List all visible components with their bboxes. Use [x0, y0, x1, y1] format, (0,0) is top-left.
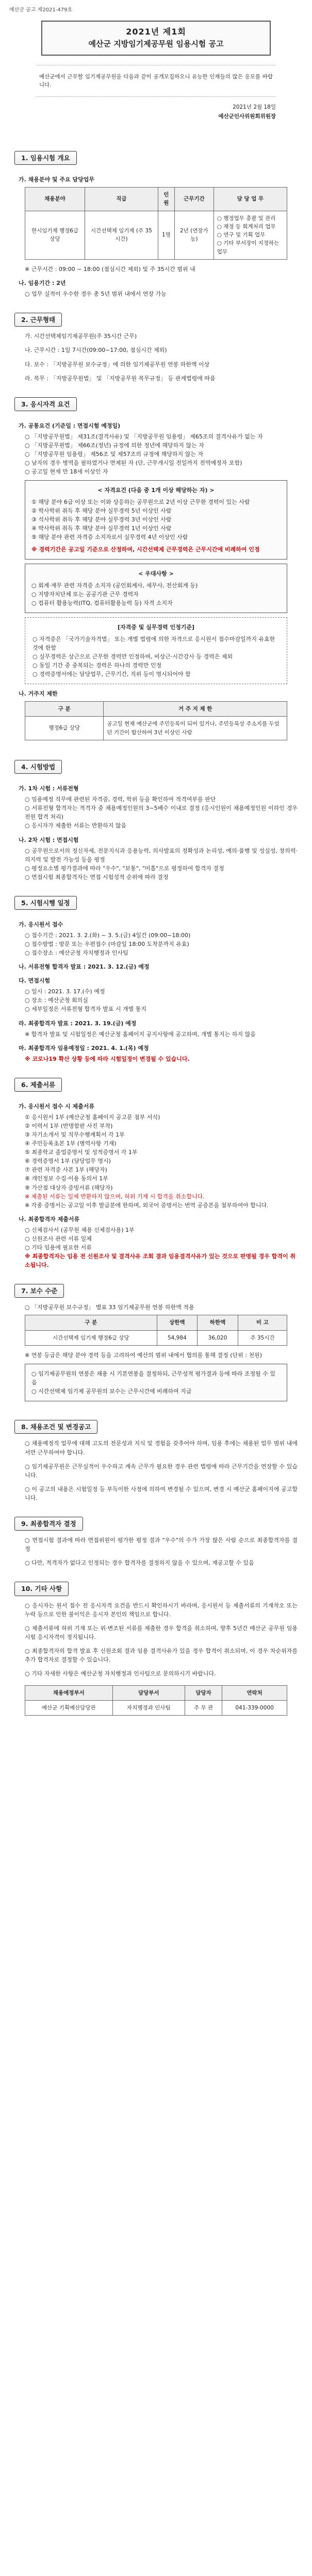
table-cell: 한시임기제 행정6급 상당: [25, 211, 85, 259]
list-item: ○ 실무경력은 상근으로 근무한 경력만 인정하며, 비상근·시간강사 등 경력은 제외: [32, 653, 233, 660]
section-title: 8. 채용조건 및 변경공고: [14, 1420, 97, 1434]
table-cell: 1명: [158, 211, 174, 259]
list-item: ○ 회계·재무 관련 자격증 소지자 (공인회계사, 세무사, 전산회계 등): [31, 582, 198, 589]
subheading: 다. 면접시험: [19, 977, 51, 985]
list-item: ○ 공무원으로서의 정신자세, 전문지식과 응용능력, 의사발표의 정확성과 논리성, 예의·품행 및 성실성, 창의력·의지력 및 발전 가능성 등을 평정: [25, 847, 298, 863]
text-line: ○ 업무 실적이 우수한 경우 총 5년 범위 내에서 연장 가능: [25, 290, 167, 297]
list-item: ○ 남자의 경우 병역을 필하였거나 면제된 자 (단, 근무개시일 전일까지 전역예정자 포함): [25, 460, 242, 467]
list-item: ○ 면접시험 결과에 따라 면접위원이 평가한 평정 결과 "우수"의 수가 가장 많은 사람 순으로 최종합격자를 결정: [25, 1537, 298, 1553]
table-cell: 주 35시간: [238, 1330, 287, 1345]
subheading: 나. 거주지 제한: [19, 690, 58, 698]
section-schedule: [14, 882, 298, 1063]
text-line: ○ 「지방공무원 보수규정」 별표 33 임기제공무원 연봉 하한액 적용: [25, 1304, 194, 1311]
table-header: 구 분: [25, 702, 104, 717]
list-item: ○ 신원조사 관련 서류 일체: [25, 1235, 92, 1242]
section-overview: [14, 137, 298, 298]
section-title: 10. 기타 사항: [14, 1582, 69, 1596]
list-item: ② 학사학위 취득 후 해당 분야 실무경력 5년 이상인 사람: [31, 507, 172, 515]
table-cell: 36,020: [198, 1330, 238, 1345]
section-title: 2. 근무형태: [14, 313, 62, 327]
list-item: ① 응시원서 1부 (예산군청 홈페이지 공고문 첨부 서식): [25, 1114, 160, 1121]
list-item: ○ 세부일정은 서류전형 합격자 발표 시 개별 통지: [25, 1006, 146, 1013]
text-line: 라. 복무 : 「지방공무원법」 및 「지방공무원 복무규정」 등 관계법령에 따름: [25, 375, 216, 382]
list-item: ⑤ 해당 분야 관련 자격증 소지자로서 실무경력 4년 이상인 사람: [31, 534, 188, 541]
table-header: 상한액: [157, 1315, 198, 1330]
section-title: 1. 임용시험 개요: [14, 151, 77, 165]
subheading: 나. 서류전형 합격자 발표 : 2021. 3. 12.(금) 예정: [19, 963, 150, 971]
list-item: ○ 컴퓨터 활용능력(ITQ, 컴퓨터활용능력 등) 자격 소지자: [31, 599, 173, 606]
footnote: ※ 제출된 서류는 일체 반환하지 않으며, 허위 기재 시 합격을 취소합니다.: [25, 1193, 205, 1200]
table-cell: 54,984: [157, 1330, 198, 1345]
table-header: 구 분: [25, 1315, 157, 1330]
warning-text: ※ 최종합격자는 임용 전 신원조사 및 결격사유 조회 결과 임용결격사유가 있는 것으로 판명될 경우 합격이 취소됩니다.: [25, 1252, 296, 1268]
list-item: ○ 「지방공무원법」 제31조(결격사유) 및 「지방공무원 임용령」 제65조의 결격사유가 없는 자: [25, 433, 263, 440]
table-header: 채용분야: [25, 188, 85, 211]
subheading: 나. 임용기간 : 2년: [19, 279, 66, 286]
list-item: ○ 지방자치단체 또는 공공기관 근무 경력자: [31, 590, 139, 598]
list-item: ○ 다만, 적격자가 없다고 인정되는 경우 합격자를 결정하지 않을 수 있으며, 재공고할 수 있음: [25, 1560, 254, 1567]
subheading: 마. 최종합격자 임용예정일 : 2021. 4. 1.(목) 예정: [19, 1044, 149, 1052]
criteria-box: [25, 617, 287, 684]
list-item: ⑦ 관련 자격증 사본 1부 (해당자): [25, 1166, 107, 1174]
salary-note-box: [25, 1364, 287, 1401]
list-item: ○ 응시자가 제출한 서류는 반환하지 않음: [25, 822, 127, 829]
table-header: 직급: [85, 188, 158, 211]
box-title: < 우대사항 >: [138, 570, 174, 577]
subheading: 가. 공통요건 (기준일 : 면접시험 예정일): [19, 422, 121, 429]
table-header: 연락처: [222, 1685, 287, 1700]
list-item: ○ 접수기간 : 2021. 3. 2.(화) ~ 3. 5.(금) 4일간 (09:00~18:00): [25, 932, 191, 939]
list-item: ○ 일시 : 2021. 3. 17.(수) 예정: [25, 988, 105, 995]
list-item: ○ 응시자는 원서 접수 전 응시자격 요건을 반드시 확인하시기 바라며, 응시원서 등 제출서류의 기재착오 또는 누락 등으로 인한 불이익은 응시자 본인의 책임으로 합니다.: [25, 1602, 298, 1618]
salary-table: [25, 1315, 287, 1346]
list-item: ○ 「지방공무원법」 제66조(정년) 규정에 의한 정년에 해당하지 않는 자: [25, 442, 204, 449]
table-cell-duties: ○ 행정업무 총괄 및 관리 ○ 재정 등 회계처리 업무 ○ 연구 및 기획 업무 ○ 기타 부서장이 지정하는 업무: [214, 211, 287, 259]
section-eligibility: [14, 383, 298, 740]
text-line: 다. 보수 : 「지방공무원 보수규정」에 의한 임기제공무원 연봉 하한액 이상: [25, 361, 210, 368]
section-conditions: [14, 1405, 298, 1502]
table-cell: 041-339-0000: [222, 1701, 287, 1716]
list-item: ③ 자기소개서 및 직무수행계획서 각 1부: [25, 1131, 125, 1139]
subheading: 나. 최종합격자 제출서류: [19, 1215, 80, 1223]
list-item: ○ 임용예정 직무에 관련된 자격증, 경력, 학위 등을 확인하여 적격여부를 판단: [25, 796, 216, 803]
position-table: [25, 187, 287, 260]
list-item: ○ 「지방공무원 임용령」 제56조 및 제57조의 규정에 해당하지 않는 자: [25, 451, 204, 458]
text-line: 가. 시간선택제임기제공무원(주 35시간 근무): [25, 333, 137, 340]
list-item: ○ 기타 임용에 필요한 서류: [25, 1244, 92, 1251]
table-cell: 2년 (연장가능): [174, 211, 214, 259]
list-item: ④ 주민등록초본 1부 (병역사항 기재): [25, 1140, 117, 1147]
schedule-warning: ※ 코로나19 확산 상황 등에 따라 시험일정이 변경될 수 있습니다.: [25, 1055, 190, 1062]
text-line: 나. 근무시간 : 1일 7시간(09:00~17:00, 점심시간 제외): [25, 347, 167, 354]
section-title: 5. 시험시행 일정: [14, 896, 77, 910]
list-item: ○ 기타 자세한 사항은 예산군청 자치행정과 인사팀으로 문의하시기 바랍니다.: [25, 1670, 216, 1677]
section-title: 4. 시험방법: [14, 760, 62, 774]
section-work-type: [14, 298, 298, 383]
subheading: 가. 응시원서 접수: [19, 921, 63, 928]
residence-table: [25, 701, 287, 740]
notice-number: 예산군 공고 제2021-479호: [9, 7, 73, 13]
table-cell: 행정6급 상당: [25, 717, 104, 740]
section-title: 9. 최종합격자 결정: [14, 1517, 83, 1531]
table-cell: 자치행정과 인사팀: [112, 1701, 185, 1716]
subheading: 라. 최종합격자 발표 : 2021. 3. 19.(금) 예정: [19, 1020, 137, 1027]
list-item: ○ 면접시험 최종합격자는 면접 시험성적 순위에 따라 결정: [25, 873, 169, 880]
table-cell: 주 무 관: [185, 1701, 222, 1716]
notice-org: 예산군인사위원회위원장: [218, 113, 276, 120]
list-item: ○ 시간선택제 임기제 공무원의 보수는 근무시간에 비례하여 지급: [31, 1388, 192, 1395]
list-item: ○ 채용예정직 업무에 대해 고도의 전문성과 지식 및 경험을 갖추어야 하며, 임용 후에는 채용된 업무 범위 내에서만 근무하여야 합니다.: [25, 1440, 298, 1456]
list-item: ○ 장소 : 예산군청 회의실: [25, 997, 88, 1004]
table-header: 담당자: [185, 1685, 222, 1700]
table-header: 하한액: [198, 1315, 238, 1330]
subheading: 가. 응시원서 접수 시 제출서류: [19, 1103, 95, 1110]
section-salary: [14, 1269, 298, 1401]
section-exam-method: [14, 745, 298, 882]
footnote: ※ 근무시간 : 09:00 ~ 18:00 (점심시간 제외) 및 주 35시간 범위 내: [25, 265, 195, 273]
list-item: ○ 최종합격자의 합격 발표 후 신원조회 결과 임용 결격사유가 있을 경우 합격이 취소되며, 이 경우 차순위자를 추가 합격자로 결정할 수 있습니다.: [25, 1647, 298, 1663]
list-item: ○ 이 공고의 내용은 시험일정 등 부득이한 사정에 의하여 변경될 수 있으며, 변경 시 예산군 홈페이지에 공고합니다.: [25, 1485, 298, 1501]
table-header: 채용예정부서: [25, 1685, 113, 1700]
contact-table: [25, 1685, 287, 1716]
subheading: 가. 1차 시험 : 서류전형: [19, 785, 79, 792]
section-title: 6. 제출서류: [14, 1078, 62, 1092]
footnote: ※ 연봉 등급은 해당 분야 경력 등을 고려하여 예산의 범위 내에서 협의를 통해 결정 (단위 : 천원): [25, 1351, 262, 1359]
subheading: 나. 2차 시험 : 면접시험: [19, 836, 79, 843]
list-item: ○ 임기제공무원은 근무실적이 우수하고 계속 근무가 필요한 경우 관련 법령에 따라 근무기간을 연장할 수 있습니다.: [25, 1463, 298, 1479]
intro-paragraph: 예산군에서 근무할 임기제공무원을 다음과 같이 공개모집하오니 유능한 인재들의 많은 응모를 바랍니다.: [36, 65, 276, 97]
list-item: ○ 평정요소별 평가결과에 따라 "우수", "보통", "미흡"으로 평정하여 합격자 결정: [25, 865, 224, 872]
box-title: < 자격요건 (다음 중 1개 이상 해당하는 자) >: [97, 487, 215, 494]
subheading: 가. 채용분야 및 주요 담당업무: [19, 176, 95, 183]
section-documents: [14, 1063, 298, 1269]
section-other: [14, 1567, 298, 1716]
table-cell: 시간선택제 임기제 행정6급 상당: [25, 1330, 157, 1345]
preference-box: [25, 564, 287, 613]
notice-date: 2021년 2월 18일: [233, 104, 276, 111]
table-cell: 시간선택제 임기제 (주 35시간): [85, 211, 158, 259]
list-item: ○ 동일 기간 중 중복되는 경력은 하나의 경력만 인정: [32, 662, 162, 669]
box-note: ※ 경력기간은 공고일 기준으로 산정하며, 시간선택제 근무경력은 근무시간에 비례하여 인정: [31, 546, 260, 553]
list-item: ① 해당 분야 6급 이상 또는 이와 상응하는 공무원으로 2년 이상 근무한 경력이 있는 사람: [31, 499, 250, 506]
list-item: ○ 임기제공무원의 연봉은 채용 시 기본연봉을 결정하되, 근무성적 평가결과 등에 따라 조정될 수 있음: [31, 1370, 275, 1386]
list-item: ○ 접수방법 : 방문 또는 우편접수 (마감일 18:00 도착분까지 유효): [25, 941, 189, 948]
table-header: 인원: [158, 188, 174, 211]
list-item: ○ 신체검사서 (공무원 채용 신체검사용) 1부: [25, 1226, 135, 1233]
table-cell: 예산군 기획예산담당관: [25, 1701, 113, 1716]
list-item: ⑥ 경력증명서 1부 (담당업무 명시): [25, 1158, 111, 1165]
list-item: ○ 접수장소 : 예산군청 자치행정과 인사팀: [25, 950, 128, 957]
list-item: ⑧ 개인정보 수집·이용 동의서 1부: [25, 1175, 108, 1182]
list-item: ○ 서류전형 합격자는 적격자 중 채용예정인원의 3~5배수 이내로 결정 (응시인원이 채용예정인원 이하인 경우 전원 합격 처리): [25, 805, 298, 821]
list-item: ⑨ 가산점 대상자 증빙서류 (해당자): [25, 1184, 113, 1191]
footnote: ※ 각종 증명서는 공고일 이후 발급분에 한하며, 외국어 증명서는 번역 공증본을 첨부하여야 합니다.: [25, 1201, 269, 1209]
table-header: 거 주 지 제 한: [104, 702, 287, 717]
title-line2: 예산군 지방임기제공무원 임용시험 공고: [88, 39, 224, 49]
list-item: ③ 석사학위 취득 후 해당 분야 실무경력 3년 이상인 사람: [31, 516, 172, 523]
list-item: ⑤ 최종학교 졸업증명서 및 성적증명서 각 1부: [25, 1149, 138, 1156]
list-item: ② 이력서 1부 (반명함판 사진 부착): [25, 1123, 113, 1130]
table-header: 담 당 업 무: [214, 188, 287, 211]
qualification-box: [25, 480, 287, 559]
section-title: 3. 응시자격 요건: [14, 397, 77, 411]
box-title: [자격증 및 실무경력 인정기준]: [117, 623, 195, 631]
list-item: ○ 경력증명서에는 담당업무, 근무기간, 직위 등이 명시되어야 함: [32, 671, 191, 677]
list-item: ④ 박사학위 취득 후 해당 분야 실무경력 1년 이상인 사람: [31, 525, 172, 532]
table-header: 비 고: [238, 1315, 287, 1330]
list-item: ○ 자격증은 「국가기술자격법」 또는 개별 법령에 의한 자격으로 응시원서 접수마감일까지 유효한 것에 한함: [32, 635, 275, 651]
footnote: ※ 합격자 발표 및 시험일정은 예산군청 홈페이지 공지사항에 공고하며, 개별 통지는 하지 않음: [25, 1030, 256, 1038]
table-header: 근무기간: [174, 188, 214, 211]
list-item: ○ 공고일 현재 만 18세 이상인 자: [25, 468, 108, 476]
section-title: 7. 보수 수준: [14, 1284, 64, 1298]
title-box: [41, 21, 271, 56]
section-final-decision: [14, 1502, 298, 1568]
table-cell: 공고일 현재 예산군에 주민등록이 되어 있거나, 주민등록상 주소지를 두었던 기간이 합산하여 3년 이상인 사람: [104, 717, 287, 740]
list-item: ○ 제출서류에 허위 기재 또는 위·변조된 서류를 제출한 경우 합격을 취소하며, 향후 5년간 예산군 공무원 임용시험 응시자격이 정지됩니다.: [25, 1624, 298, 1640]
table-header: 담당부서: [112, 1685, 185, 1700]
title-line1: 2021년 제1회: [126, 26, 186, 37]
